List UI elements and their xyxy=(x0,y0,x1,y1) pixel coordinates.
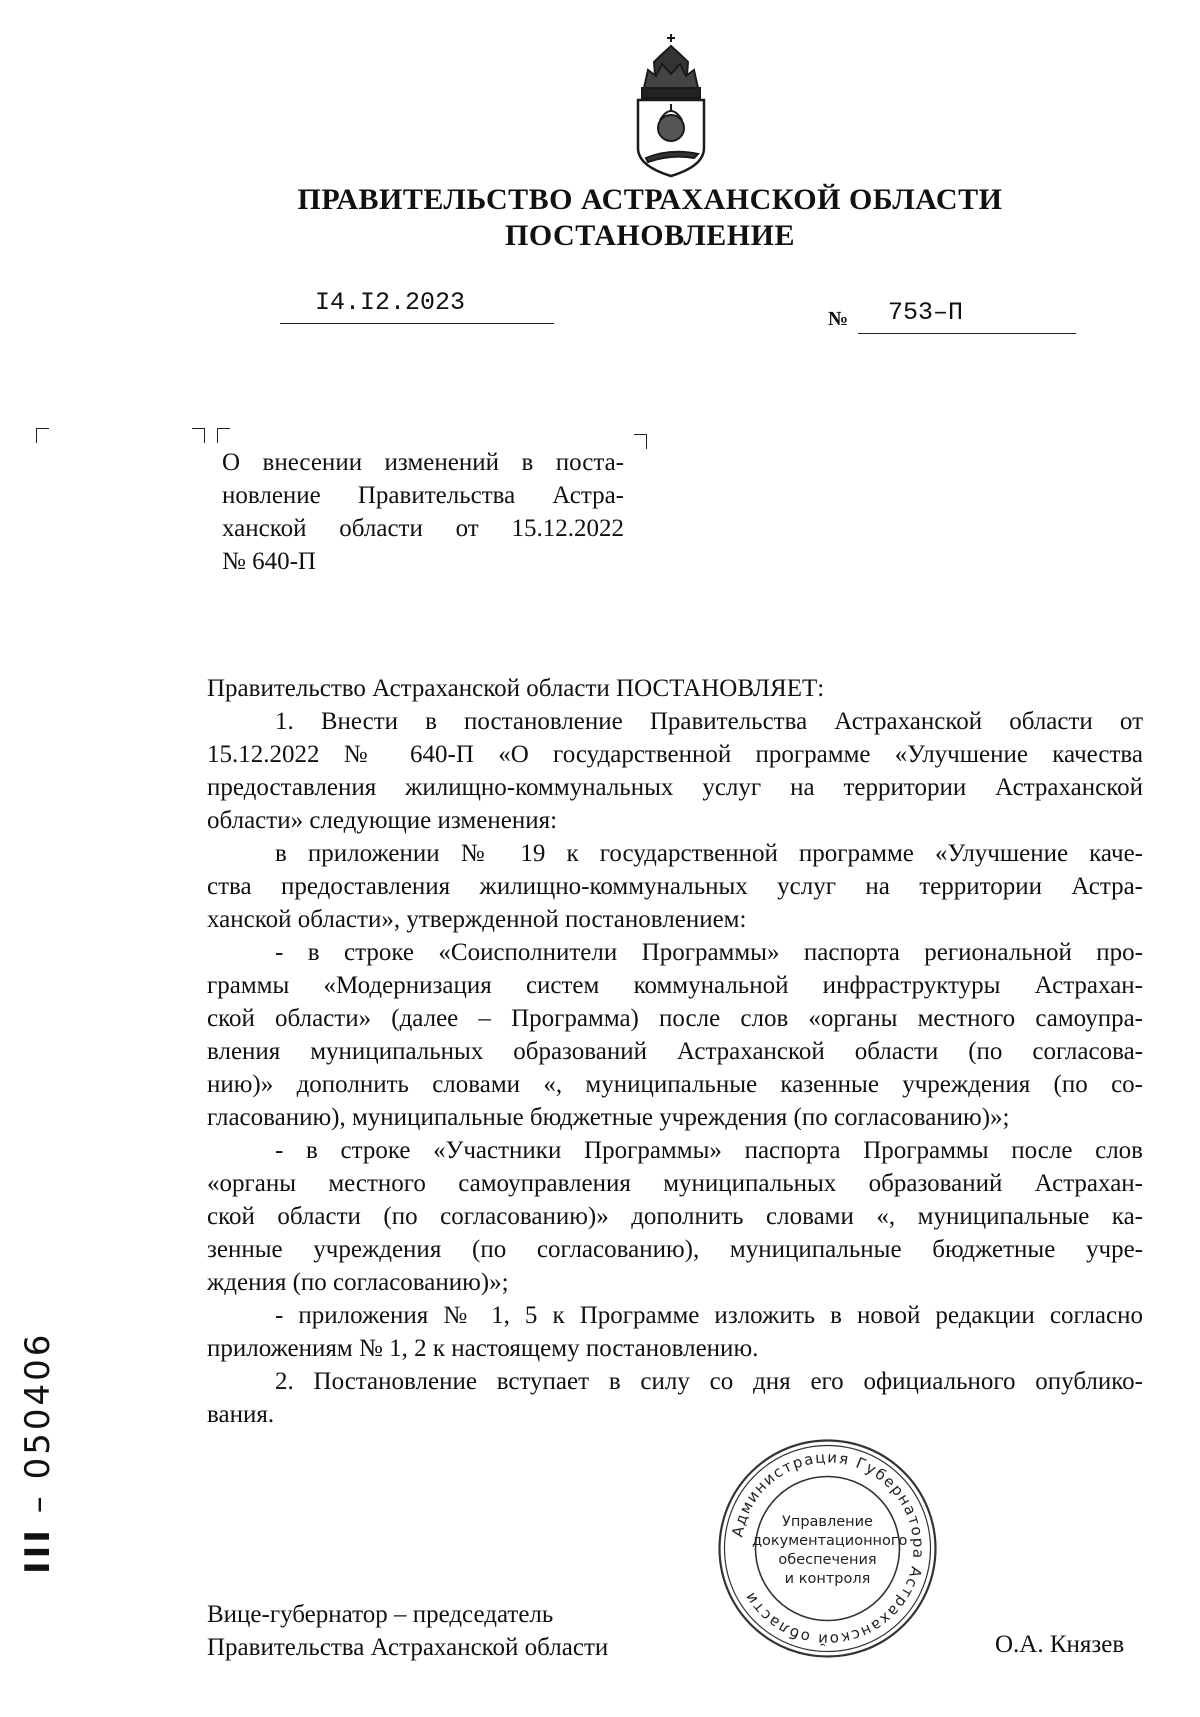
coat-of-arms-emblem xyxy=(626,30,716,180)
signatory-title-line: Вице-губернатор – председатель xyxy=(207,1601,554,1628)
body-line: вания. xyxy=(207,1401,275,1428)
body-line: - приложения № 1, 5 к Программе изложить в новой редакции согласно xyxy=(275,1302,1143,1329)
subject-corner-mark-right xyxy=(634,434,647,449)
registry-number xyxy=(18,1331,62,1574)
subject-corner-mark-left-inner xyxy=(217,428,230,443)
document-body xyxy=(207,672,1143,1431)
body-line: 1. Внести в постановление Правительства Астраханской области от xyxy=(275,708,1143,735)
document-type: ПОСТАНОВЛЕНИЕ xyxy=(505,219,795,252)
signatory-title-line: Правительства Астраханской области xyxy=(207,1634,609,1661)
stamp-center-line: обеспечения xyxy=(778,1552,877,1568)
left-margin-corner-mark xyxy=(36,428,49,443)
body-line: ждения (по согласованию)»; xyxy=(207,1269,509,1296)
registry-prefix: III xyxy=(18,1527,58,1574)
subject-line: О внесении изменений в поста- xyxy=(222,449,624,476)
body-line: граммы «Модернизация систем коммунальной инфраструктуры Астрахан- xyxy=(207,972,1143,999)
body-line: ханской области», утвержденной постановлением: xyxy=(207,906,747,933)
body-line: ства предоставления жилищно-коммунальных услуг на территории Астра- xyxy=(207,873,1143,900)
signatory-title xyxy=(207,1598,608,1664)
body-line: «органы местного самоуправления муниципальных образований Астрахан- xyxy=(207,1170,1143,1197)
body-line: нию)» дополнить словами «, муниципальные казенные учреждения (по со- xyxy=(207,1071,1143,1098)
number-sign: № xyxy=(828,308,849,330)
number-underline xyxy=(858,333,1076,334)
signatory-name: О.А. Князев xyxy=(995,1631,1125,1658)
body-line: в приложении № 19 к государственной программе «Улучшение каче- xyxy=(275,840,1143,867)
body-line: области» следующие изменения: xyxy=(207,807,558,834)
registry-digits: – 050406 xyxy=(18,1331,58,1514)
body-line: 15.12.2022 № 640-П «О государственной программе «Улучшение качества xyxy=(207,741,1143,768)
body-line: зенные учреждения (по согласованию), муниципальные бюджетные учре- xyxy=(207,1236,1143,1263)
document-subject xyxy=(222,446,624,578)
body-line: 2. Постановление вступает в силу со дня его официального опублико- xyxy=(275,1368,1143,1395)
body-line: ской области» (далее – Программа) после слов «органы местного самоупра- xyxy=(207,1005,1143,1032)
subject-line: новление Правительства Астра- xyxy=(222,482,624,509)
subject-line: ханской области от 15.12.2022 xyxy=(222,515,624,542)
body-line: приложениям № 1, 2 к настоящему постановлению. xyxy=(207,1335,759,1362)
subject-corner-mark-left-outer xyxy=(192,428,205,443)
body-line: гласованию), муниципальные бюджетные учреждения (по согласованию)»; xyxy=(207,1104,1010,1131)
organization-name: ПРАВИТЕЛЬСТВО АСТРАХАНСКОЙ ОБЛАСТИ xyxy=(297,183,1003,216)
stamp-center-line: документационного xyxy=(752,1533,908,1549)
body-preamble: Правительство Астраханской области ПОСТАНОВЛЯЕТ: xyxy=(207,675,825,702)
body-line: - в строке «Участники Программы» паспорта Программы после слов xyxy=(275,1137,1143,1164)
stamp-center-text xyxy=(752,1513,908,1589)
body-line: предоставления жилищно-коммунальных услуг на территории Астраханской xyxy=(207,774,1143,801)
stamp-center-line: и контроля xyxy=(784,1571,871,1587)
body-line: ской области (по согласованию)» дополнить словами «, муниципальные ка- xyxy=(207,1203,1143,1230)
body-line: - в строке «Соисполнители Программы» паспорта региональной про- xyxy=(275,939,1143,966)
document-date: I4.I2.2023 xyxy=(315,288,466,317)
body-line: вления муниципальных образований Астраханской области (по согласова- xyxy=(207,1038,1143,1065)
subject-line: № 640-П xyxy=(222,548,316,575)
stamp-center-line: Управление xyxy=(782,1514,873,1530)
date-underline xyxy=(280,323,554,324)
document-number: 753–П xyxy=(888,298,964,327)
stamp-ring-text: Администрация Губернатора Астраханской области xyxy=(728,1448,928,1649)
